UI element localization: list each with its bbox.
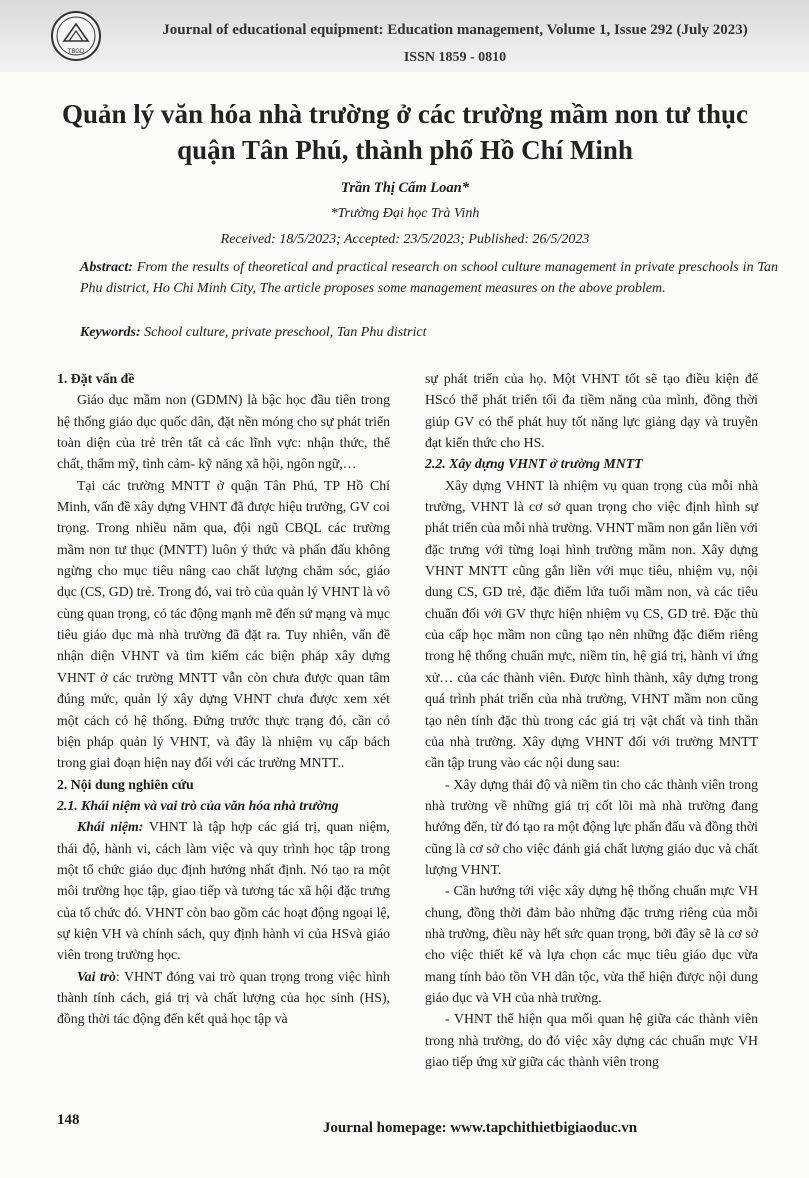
concept-text: VHNT là tập hợp các giá trị, quan niệm, thái độ, hành vi, cách làm việc và quy trình học tập trong một tổ chức giáo dục định hướng nhất định. Nó tạo ra một môi trường học tập, giao tiếp và tương tác xã hội đặc trưng của tổ chức đó. VHNT còn bao gồm các hoạt động ngoại lệ, sự kiện VH và chính sách, quy định hành vi của HSvà giáo viên trong trường học.	[57, 819, 390, 963]
bullet-item: - Cần hướng tới việc xây dựng hệ thống chuẩn mực VH chung, đồng thời đảm bảo những đặc trưng riêng của mỗi nhà trường, điều này hết sức quan trọng, bởi đây sẽ là cơ sở cho việc thiết kế và lựa chọn các mục tiêu giáo dục vừa mang tính bảo tồn VH dân tộc, vừa thể hiện được nội dung giáo dục và VH của nhà trường.	[425, 883, 758, 1005]
section-2-heading: 2. Nội dung nghiên cứu	[57, 776, 194, 792]
subsection-2-1-heading: 2.1. Khái niệm và vai trò của văn hóa nhà trường	[57, 797, 339, 813]
bullet-item: - VHNT thể hiện qua mối quan hệ giữa các thành viên trong nhà trường, do đó việc xây dựng các chuẩn mực VH giao tiếp ứng xử giữa các thành viên trong	[425, 1011, 758, 1069]
bullet-item: - Xây dựng thái độ và niềm tin cho các thành viên trong nhà trường về những giá trị cốt lõi mà nhà trường đang hướng đến, từ đó tạo ra một động lực phấn đấu và đồng thời cũng là cơ sở cho việc đánh giá chất lượng giáo dục và chất lượng VHNT.	[425, 776, 758, 877]
keywords-text: School culture, private preschool, Tan Phu district	[140, 325, 427, 340]
paragraph: Giáo dục mầm non (GDMN) là bậc học đầu tiên trong hệ thống giáo dục quốc dân, đặt nền móng cho sự phát triển toàn diện của trẻ trên tất cả các lĩnh vực: nhận thức, thể chất, thẩm mỹ, tình cảm- kỹ năng xã hội, ngôn ngữ,…	[57, 392, 390, 472]
paragraph	[57, 966, 390, 1030]
abstract-text: From the results of theoretical and practical research on school culture management in private preschools in Tan Phu district, Ho Chi Minh City, The article proposes some management measures on the above problem.	[80, 260, 778, 296]
journal-homepage: Journal homepage: www.tapchithietbigiaoduc.vn	[322, 1120, 638, 1136]
role-text: : VHNT đóng vai trò quan trọng trong việc hình thành tính cách, giá trị và chất lượng của học sinh (HS), đồng thời tác động đến kết quả học tập và	[57, 968, 390, 1027]
paragraph: Tại các trường MNTT ở quận Tân Phú, TP Hồ Chí Minh, vấn đề xây dựng VHNT đã được hiệu trưởng, GV coi trọng. Trong nhiều năm qua, đội ngũ CBQL các trường mầm non tư thục (MNTT) luôn ý thức và phấn đấu không ngừng cho mục tiêu nâng cao chất lượng chăm sóc, giáo dục (CS, GD) trẻ. Trong đó, vai trò của quản lý VHNT là vô cùng quan trọng, có tác động mạnh mẽ đến sứ mạng và mục tiêu giáo dục mà nhà trường đã đặt ra. Tuy nhiên, vấn đề nhận diện VHNT và tìm kiếm các biện pháp xây dựng VHNT ở các trường MNTT vẫn còn chưa được quan tâm đúng mức, quản lý xây dựng VHNT chưa được xem xét một cách có hệ thống. Đứng trước thực trạng đó, cần có biện pháp quản lý VHNT, và đây là nhiệm vụ cấp bách trong giai đoạn hiện nay đối với các trường MNTT..	[57, 477, 390, 771]
keywords	[80, 323, 778, 343]
subsection-2-2-heading: 2.2. Xây dựng VHNT ở trường MNTT	[425, 456, 643, 472]
paragraph: sự phát triển của họ. Một VHNT tốt sẽ tạo điều kiện để HScó thể phát triển tối đa tiềm năng của mình, đồng thời giúp GV có thể phát huy tốt năng lực giảng dạy và truyền đạt kiến thức cho HS.	[425, 371, 758, 451]
svg-text:TBGD: TBGD	[67, 49, 85, 55]
keywords-label: Keywords:	[80, 325, 141, 340]
left-column	[57, 368, 390, 1030]
author-affiliation: *Trường Đại học Trà Vinh	[330, 206, 480, 221]
paragraph: Xây dựng VHNT là nhiệm vụ quan trọng của mỗi nhà trường, VHNT là cơ sở quan trọng cho việc định hình sự phát triển của mỗi nhà trường. VHNT mầm non gắn liền với đặc trưng với từng loại hình trường mầm non. Xây dựng VHNT MNTT cũng gắn liền với mục tiêu, nhiệm vụ, nội dung CS, GD trẻ, đặc điểm lứa tuổi mầm non, và các tiêu chuẩn đối với GV thực hiện nhiệm vụ CS, GD trẻ. Đặc thù của cấp học mầm non cũng tạo nên những đặc điểm riêng trong hệ thống chuẩn mực, niềm tin, hệ giá trị, hành vi ứng xử… của các thành viên. Được hình thành, xây dựng trong quá trình phát triển của nhà trường, VHNT mầm non cũng tạo nên tính đặc thù trong các giá trị vật chất và tinh thần của nhà trường. Xây dựng VHNT đối với trường MNTT cần tập trung vào các nội dung sau:	[425, 477, 758, 771]
journal-citation-line: Journal of educational equipment: Education management, Volume 1, Issue 292 (July 2023)	[162, 22, 748, 38]
article-dates: Received: 18/5/2023; Accepted: 23/5/2023; Published: 26/5/2023	[220, 232, 590, 247]
abstract-label: Abstract:	[80, 260, 133, 275]
paragraph	[57, 816, 390, 965]
page-number: 148	[57, 1112, 80, 1128]
journal-seal-icon	[50, 10, 102, 62]
right-column	[425, 368, 758, 1072]
article-author: Trần Thị Cẩm Loan*	[341, 180, 469, 196]
issn-line: ISSN 1859 - 0810	[403, 50, 507, 65]
section-1-heading: 1. Đặt vấn đề	[57, 371, 135, 386]
concept-label: Khái niệm:	[77, 819, 144, 835]
abstract	[80, 258, 778, 299]
role-label: Vai trò	[77, 968, 116, 984]
article-title: Quản lý văn hóa nhà trường ở các trường mầm non tư thục quận Tân Phú, thành phố Hồ Chí Minh	[61, 99, 749, 165]
